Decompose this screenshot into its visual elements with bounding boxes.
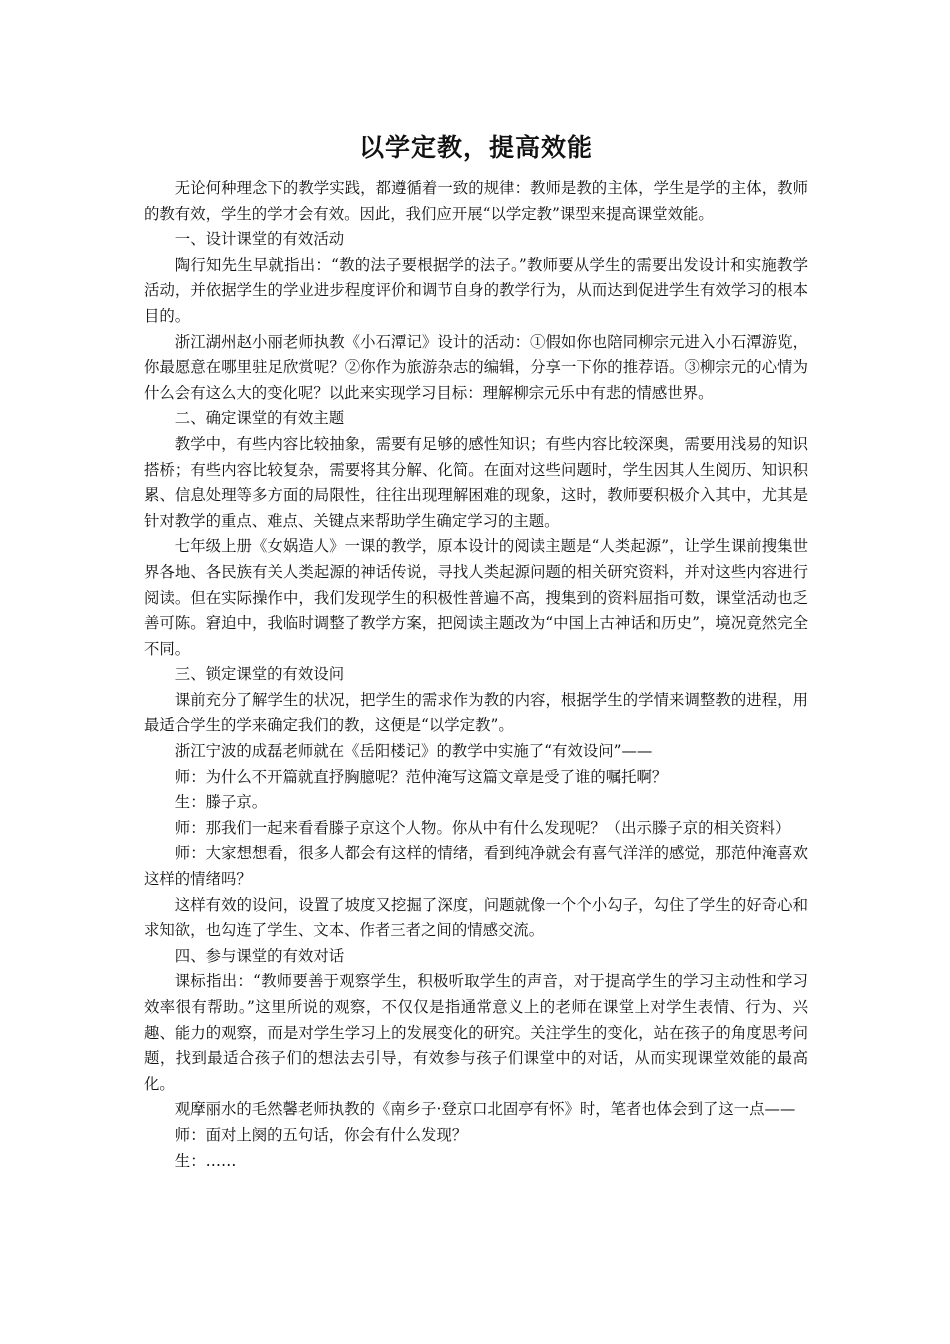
paragraph: 课标指出：“教师要善于观察学生，积极听取学生的声音，对于提高学生的学习主动性和学习效率很有帮助。”这里所说的观察，不仅仅是指通常意义上的老师在课堂上对学生表情、行为、兴趣、能力的观察，而是对学生学习上的发展变化的研究。关注学生的变化，站在孩子的角度思考问题，找到最适合孩子们的想法去引导，有效参与孩子们课堂中的对话，从而实现课堂效能的最高化。 bbox=[144, 972, 808, 1093]
paragraph: 课前充分了解学生的状况，把学生的需求作为教的内容，根据学生的学情来调整教的进程，用最适合学生的学来确定我们的教，这便是“以学定教”。 bbox=[144, 690, 808, 735]
document-body bbox=[144, 176, 808, 1174]
paragraph: 陶行知先生早就指出：“教的法子要根据学的法子。”教师要从学生的需要出发设计和实施教学活动，并依据学生的学业进步程度评价和调节自身的教学行为，从而达到促进学生有效学习的根本目的。 bbox=[144, 255, 808, 325]
section-heading-1: 一、设计课堂的有效活动 bbox=[174, 230, 345, 249]
paragraph-intro: 无论何种理念下的教学实践，都遵循着一致的规律：教师是教的主体，学生是学的主体，教师的教有效，学生的学才会有效。因此，我们应开展“以学定教”课型来提高课堂效能。 bbox=[144, 179, 808, 223]
document-page bbox=[144, 128, 808, 1174]
section-heading-3: 三、锁定课堂的有效设问 bbox=[174, 665, 345, 684]
paragraph: 教学中，有些内容比较抽象，需要有足够的感性知识；有些内容比较深奥，需要用浅易的知识搭桥；有些内容比较复杂，需要将其分解、化简。在面对这些问题时，学生因其人生阅历、知识积累、信息处理等多方面的局限性，往往出现理解困难的现象，这时，教师要积极介入其中，尤其是针对教学的重点、难点、关键点来帮助学生确定学习的主题。 bbox=[144, 434, 808, 530]
paragraph: 七年级上册《女娲造人》一课的教学，原本设计的阅读主题是“人类起源”，让学生课前搜集世界各地、各民族有关人类起源的神话传说，寻找人类起源问题的相关研究资料，并对这些内容进行阅读。但在实际操作中，我们发现学生的积极性普遍不高，搜集到的资料屈指可数，课堂活动也乏善可陈。窘迫中，我临时调整了教学方案，把阅读主题改为“中国上古神话和历史”，境况竟然完全不同。 bbox=[144, 537, 808, 658]
dialogue-line: 师：那我们一起来看看滕子京这个人物。你从中有什么发现呢？（出示滕子京的相关资料） bbox=[174, 818, 791, 837]
dialogue-line: 师：面对上阕的五句话，你会有什么发现？ bbox=[174, 1125, 468, 1144]
document-title: 以学定教，提高效能 bbox=[358, 133, 593, 162]
dialogue-line: 生：滕子京。 bbox=[174, 793, 268, 812]
section-heading-2: 二、确定课堂的有效主题 bbox=[174, 409, 345, 428]
dialogue-line: 师：大家想想看，很多人都会有这样的情绪，看到纯净就会有喜气洋洋的感觉，那范仲淹喜欢这样的情绪吗？ bbox=[144, 844, 808, 889]
paragraph: 浙江湖州赵小丽老师执教《小石潭记》设计的活动：①假如你也陪同柳宗元进入小石潭游览，你最愿意在哪里驻足欣赏呢？②你作为旅游杂志的编辑，分享一下你的推荐语。③柳宗元的心情为什么会有这么大的变化呢？以此来实现学习目标：理解柳宗元乐中有悲的情感世界。 bbox=[144, 332, 808, 402]
paragraph: 浙江宁波的成磊老师就在《岳阳楼记》的教学中实施了“有效设问”—— bbox=[174, 742, 653, 761]
paragraph: 这样有效的设问，设置了坡度又挖掘了深度，问题就像一个个小勾子，勾住了学生的好奇心和求知欲，也勾连了学生、文本、作者三者之间的情感交流。 bbox=[144, 895, 808, 940]
dialogue-line: 生：…… bbox=[174, 1151, 237, 1170]
paragraph: 观摩丽水的毛然馨老师执教的《南乡子·登京口北固亭有怀》时，笔者也体会到了这一点—— bbox=[174, 1100, 796, 1119]
dialogue-line: 师：为什么不开篇就直抒胸臆呢？范仲淹写这篇文章是受了谁的嘱托啊？ bbox=[174, 767, 668, 786]
section-heading-4: 四、参与课堂的有效对话 bbox=[174, 946, 345, 965]
